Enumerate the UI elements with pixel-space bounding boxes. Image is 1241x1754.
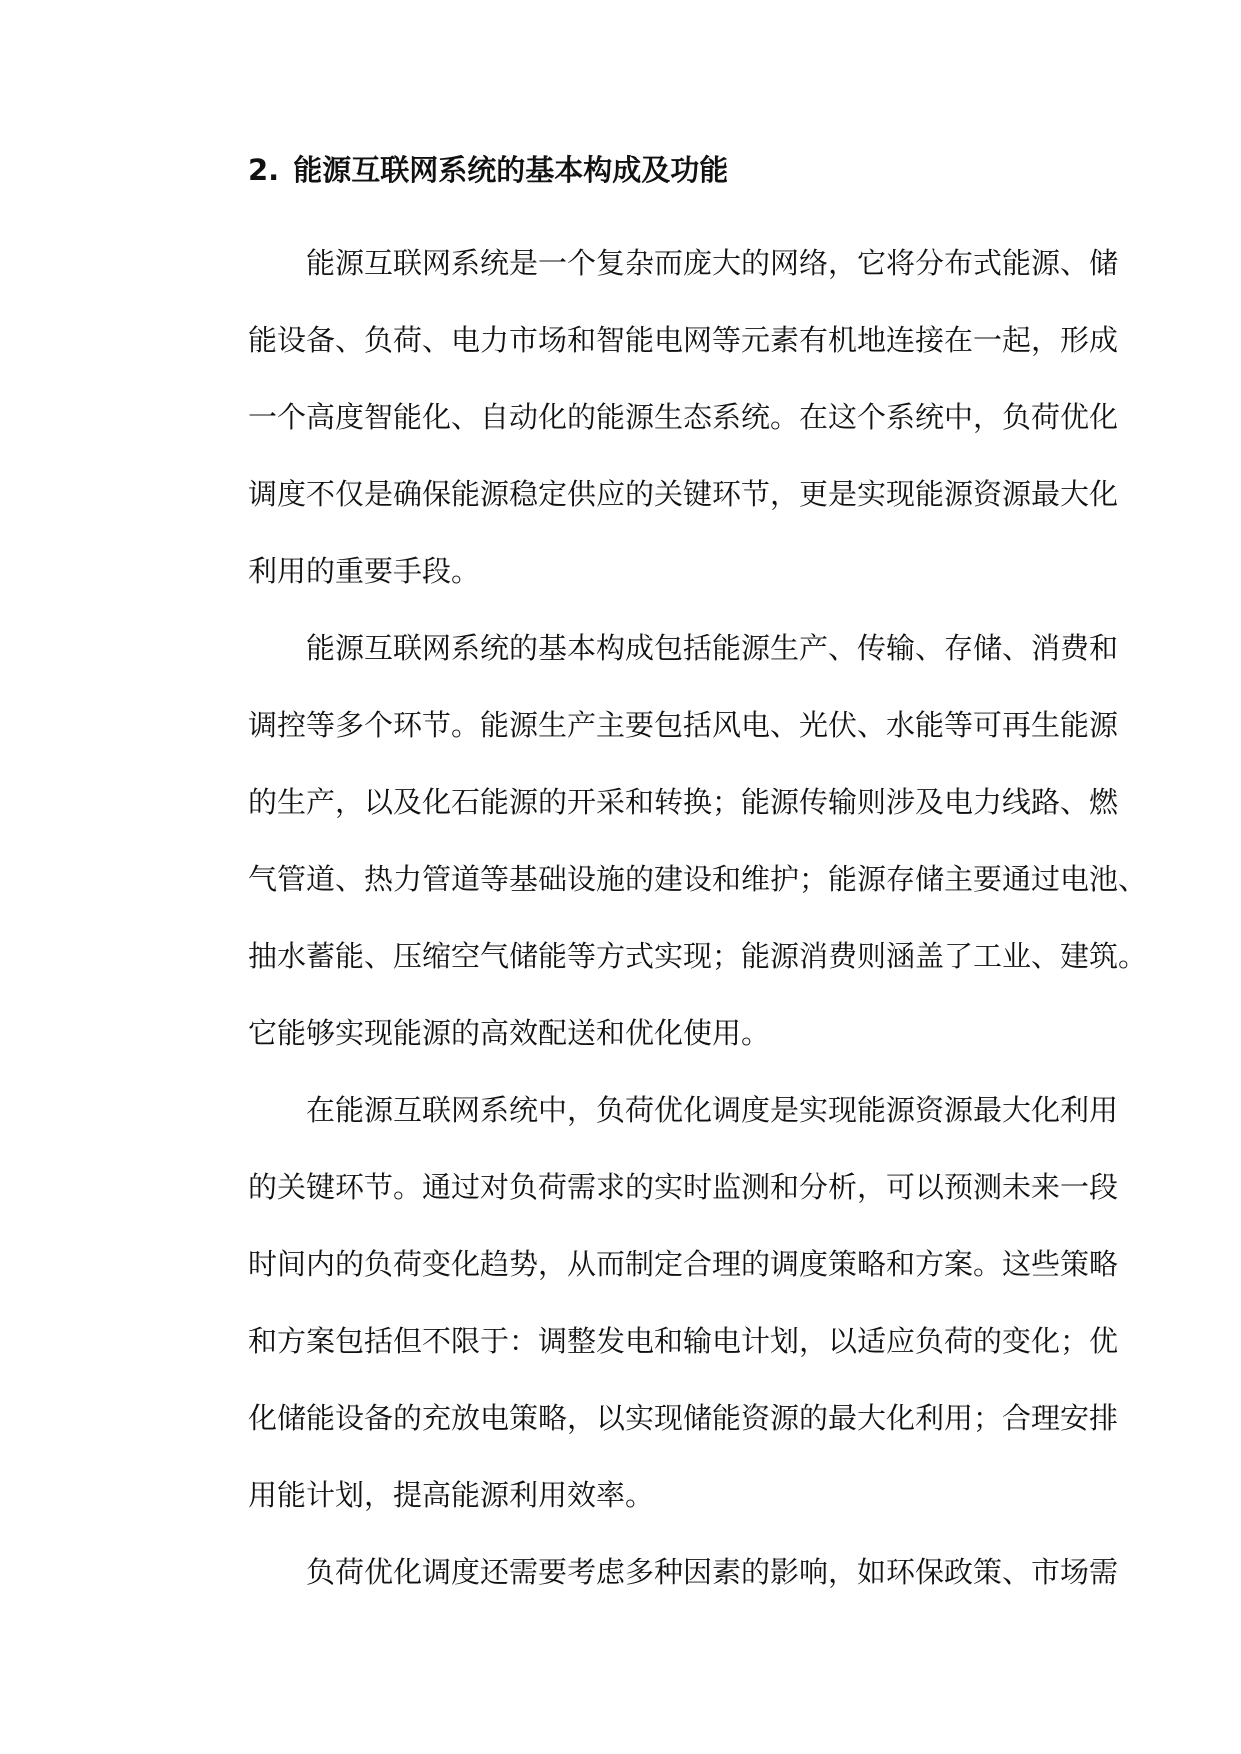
paragraph-line: 的关键环节。通过对负荷需求的实时监测和分析，可以预测未来一段	[248, 1170, 1119, 1204]
paragraph-3	[190, 1072, 1119, 1534]
paragraph-line: 能源互联网系统的基本构成包括能源生产、传输、存储、消费和	[306, 631, 1119, 665]
section-heading	[190, 145, 1055, 195]
paragraph-line: 一个高度智能化、自动化的能源生态系统。在这个系统中，负荷优化	[248, 400, 1119, 434]
paragraph-line: 抽水蓄能、压缩空气储能等方式实现；能源消费则涵盖了工业、建筑。	[248, 939, 1148, 973]
paragraph-line: 调控等多个环节。能源生产主要包括风电、光伏、水能等可再生能源	[248, 708, 1119, 742]
paragraph-line: 用能计划，提高能源利用效率。	[248, 1478, 655, 1512]
paragraph-1	[190, 225, 1119, 610]
document-body	[190, 145, 1148, 1611]
section-title: 能源互联网系统的基本构成及功能	[293, 153, 729, 187]
paragraph-line: 它能够实现能源的高效配送和优化使用。	[248, 1016, 771, 1050]
paragraph-line: 在能源互联网系统中，负荷优化调度是实现能源资源最大化利用	[306, 1093, 1119, 1127]
paragraph-line: 的生产，以及化石能源的开采和转换；能源传输则涉及电力线路、燃	[248, 785, 1119, 819]
paragraph-line: 化储能设备的充放电策略，以实现储能资源的最大化利用；合理安排	[248, 1401, 1119, 1435]
paragraph-2	[190, 610, 1148, 1072]
paragraph-line: 调度不仅是确保能源稳定供应的关键环节，更是实现能源资源最大化	[248, 477, 1119, 511]
paragraph-line: 时间内的负荷变化趋势，从而制定合理的调度策略和方案。这些策略	[248, 1247, 1119, 1281]
paragraph-line: 能源互联网系统是一个复杂而庞大的网络，它将分布式能源、储	[306, 246, 1119, 280]
paragraph-line: 负荷优化调度还需要考虑多种因素的影响，如环保政策、市场需	[306, 1555, 1119, 1589]
paragraph-line: 能设备、负荷、电力市场和智能电网等元素有机地连接在一起，形成	[248, 323, 1119, 357]
section-number: 2.	[248, 153, 280, 187]
paragraph-line: 和方案包括但不限于：调整发电和输电计划，以适应负荷的变化；优	[248, 1324, 1119, 1358]
paragraph-line: 利用的重要手段。	[248, 554, 481, 588]
paragraph-line: 气管道、热力管道等基础设施的建设和维护；能源存储主要通过电池、	[248, 862, 1148, 896]
paragraph-4	[190, 1534, 1119, 1611]
